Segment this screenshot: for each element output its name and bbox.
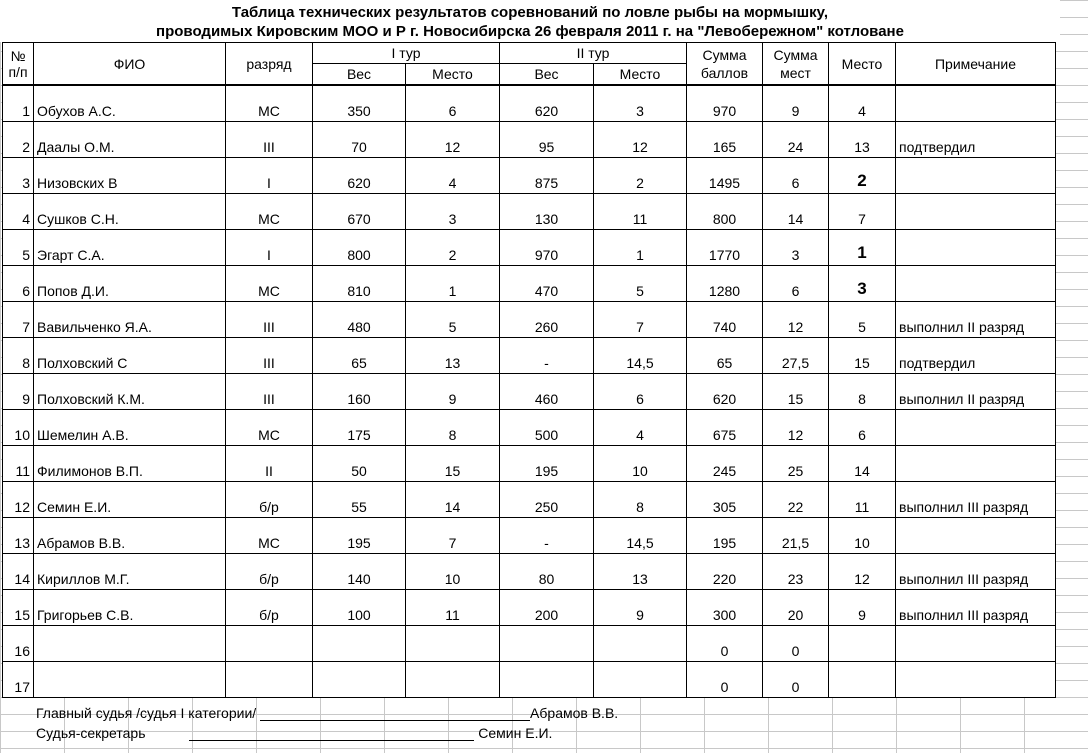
- cell-final-place: 15: [829, 338, 896, 374]
- cell-sum-points: 165: [687, 122, 763, 158]
- cell-final-place: 5: [829, 302, 896, 338]
- cell-note: выполнил III разряд: [896, 590, 1056, 626]
- cell-tour-1-place: 7: [406, 518, 500, 554]
- cell-sum-points: 1495: [687, 158, 763, 194]
- cell-tour-1-weight: 140: [313, 554, 406, 590]
- cell-tour-1-weight: 65: [313, 338, 406, 374]
- cell-tour-2-weight: 250: [500, 482, 594, 518]
- cell-tour-2-place: 8: [594, 482, 687, 518]
- cell-tour-2-place: 7: [594, 302, 687, 338]
- cell-note: [896, 410, 1056, 446]
- cell-tour-2-place: [594, 662, 687, 698]
- table-row: [3, 266, 1056, 302]
- table-row: [3, 338, 1056, 374]
- cell-tour-1-place: 1: [406, 266, 500, 302]
- cell-num: 4: [3, 194, 34, 230]
- cell-sum-points: 1770: [687, 230, 763, 266]
- cell-sum-points: 970: [687, 85, 763, 122]
- cell-sum-points: 65: [687, 338, 763, 374]
- cell-tour-2-weight: [500, 662, 594, 698]
- cell-sum-places: 12: [763, 410, 829, 446]
- cell-tour-2-weight: -: [500, 518, 594, 554]
- cell-tour-1-place: 5: [406, 302, 500, 338]
- header-rank: разряд: [226, 43, 313, 86]
- cell-tour-2-weight: 200: [500, 590, 594, 626]
- cell-sum-places: 24: [763, 122, 829, 158]
- cell-sum-points: 620: [687, 374, 763, 410]
- cell-rank: МС: [226, 194, 313, 230]
- cell-sum-points: 0: [687, 662, 763, 698]
- cell-tour-2-place: 9: [594, 590, 687, 626]
- cell-tour-2-place: 3: [594, 85, 687, 122]
- cell-rank: III: [226, 302, 313, 338]
- cell-tour-1-weight: 480: [313, 302, 406, 338]
- cell-tour-2-weight: [500, 626, 594, 662]
- cell-tour-2-place: 6: [594, 374, 687, 410]
- cell-tour-1-place: 2: [406, 230, 500, 266]
- cell-final-place: [829, 662, 896, 698]
- cell-fio: Шемелин А.В.: [34, 410, 226, 446]
- cell-tour-2-weight: 195: [500, 446, 594, 482]
- cell-rank: МС: [226, 410, 313, 446]
- cell-rank: б/р: [226, 590, 313, 626]
- cell-num: 3: [3, 158, 34, 194]
- cell-note: [896, 158, 1056, 194]
- cell-rank: III: [226, 122, 313, 158]
- cell-note: [896, 194, 1056, 230]
- cell-num: 11: [3, 446, 34, 482]
- cell-note: [896, 230, 1056, 266]
- cell-fio: Семин Е.И.: [34, 482, 226, 518]
- cell-tour-2-place: 4: [594, 410, 687, 446]
- cell-tour-2-weight: 470: [500, 266, 594, 302]
- cell-tour-1-place: 11: [406, 590, 500, 626]
- cell-num: 17: [3, 662, 34, 698]
- cell-num: 5: [3, 230, 34, 266]
- cell-num: 9: [3, 374, 34, 410]
- cell-fio: Вавильченко Я.А.: [34, 302, 226, 338]
- cell-tour-2-place: 5: [594, 266, 687, 302]
- header-fio: ФИО: [34, 43, 226, 86]
- cell-tour-1-weight: 620: [313, 158, 406, 194]
- cell-tour-2-place: 11: [594, 194, 687, 230]
- cell-sum-points: 740: [687, 302, 763, 338]
- cell-num: 15: [3, 590, 34, 626]
- table-row: [3, 158, 1056, 194]
- cell-note: [896, 626, 1056, 662]
- cell-fio: Абрамов В.В.: [34, 518, 226, 554]
- header-tour-1-place: Место: [406, 64, 500, 86]
- cell-final-place: 3: [829, 266, 896, 302]
- cell-note: [896, 518, 1056, 554]
- cell-fio: [34, 662, 226, 698]
- cell-sum-points: 220: [687, 554, 763, 590]
- cell-sum-points: 1280: [687, 266, 763, 302]
- cell-num: 6: [3, 266, 34, 302]
- cell-tour-2-place: 14,5: [594, 518, 687, 554]
- cell-tour-1-place: 10: [406, 554, 500, 590]
- table-row: [3, 626, 1056, 662]
- cell-tour-2-weight: 130: [500, 194, 594, 230]
- cell-note: выполнил III разряд: [896, 554, 1056, 590]
- table-row: [3, 230, 1056, 266]
- cell-final-place: 11: [829, 482, 896, 518]
- cell-tour-2-place: [594, 626, 687, 662]
- footer-chief-judge: [36, 705, 618, 721]
- table-row: [3, 482, 1056, 518]
- cell-num: 12: [3, 482, 34, 518]
- cell-note: подтвердил: [896, 122, 1056, 158]
- cell-sum-places: 25: [763, 446, 829, 482]
- cell-final-place: 10: [829, 518, 896, 554]
- cell-fio: Сушков С.Н.: [34, 194, 226, 230]
- cell-sum-places: 3: [763, 230, 829, 266]
- cell-final-place: 1: [829, 230, 896, 266]
- cell-tour-1-place: 14: [406, 482, 500, 518]
- cell-final-place: [829, 626, 896, 662]
- cell-rank: [226, 626, 313, 662]
- table-row: [3, 374, 1056, 410]
- cell-sum-places: 20: [763, 590, 829, 626]
- table-row: [3, 194, 1056, 230]
- cell-num: 7: [3, 302, 34, 338]
- cell-note: [896, 446, 1056, 482]
- cell-tour-2-place: 2: [594, 158, 687, 194]
- table-row: [3, 554, 1056, 590]
- cell-sum-points: 300: [687, 590, 763, 626]
- cell-sum-places: 12: [763, 302, 829, 338]
- header-sum-places: Сумма мест: [763, 43, 829, 86]
- cell-tour-2-weight: 460: [500, 374, 594, 410]
- cell-sum-places: 6: [763, 158, 829, 194]
- cell-note: [896, 266, 1056, 302]
- title-line-2: проводимых Кировским МОО и Р г. Новосибирска 26 февраля 2011 г. на "Левобережном" котловане: [0, 22, 1060, 41]
- cell-rank: [226, 662, 313, 698]
- cell-rank: МС: [226, 266, 313, 302]
- cell-final-place: 2: [829, 158, 896, 194]
- title-line-1: Таблица технических результатов соревнований по ловле рыбы на мормышку,: [0, 3, 1060, 22]
- cell-fio: Обухов А.С.: [34, 85, 226, 122]
- cell-num: 14: [3, 554, 34, 590]
- header-num: № п/п: [3, 43, 34, 86]
- cell-tour-2-weight: -: [500, 338, 594, 374]
- header-sum-points: Сумма баллов: [687, 43, 763, 86]
- cell-fio: [34, 626, 226, 662]
- cell-note: выполнил III разряд: [896, 482, 1056, 518]
- cell-tour-1-place: 9: [406, 374, 500, 410]
- cell-rank: б/р: [226, 554, 313, 590]
- header-final-place: Место: [829, 43, 896, 86]
- cell-tour-1-weight: 100: [313, 590, 406, 626]
- cell-tour-1-weight: 350: [313, 85, 406, 122]
- cell-sum-places: 27,5: [763, 338, 829, 374]
- cell-fio: Попов Д.И.: [34, 266, 226, 302]
- cell-sum-places: 22: [763, 482, 829, 518]
- chief-judge-name: Абрамов В.В.: [530, 705, 619, 721]
- cell-fio: Полховский С: [34, 338, 226, 374]
- cell-sum-points: 305: [687, 482, 763, 518]
- cell-note: выполнил II разряд: [896, 374, 1056, 410]
- cell-rank: III: [226, 374, 313, 410]
- cell-tour-1-weight: [313, 662, 406, 698]
- cell-fio: Филимонов В.П.: [34, 446, 226, 482]
- cell-num: 16: [3, 626, 34, 662]
- header-tour-1-weight: Вес: [313, 64, 406, 86]
- cell-rank: б/р: [226, 482, 313, 518]
- cell-tour-2-weight: 970: [500, 230, 594, 266]
- signature-line: [260, 706, 530, 721]
- cell-sum-places: 6: [763, 266, 829, 302]
- cell-final-place: 9: [829, 590, 896, 626]
- cell-rank: МС: [226, 518, 313, 554]
- secretary-name: Семин Е.И.: [474, 725, 553, 741]
- cell-num: 10: [3, 410, 34, 446]
- cell-tour-2-weight: 620: [500, 85, 594, 122]
- cell-rank: I: [226, 158, 313, 194]
- cell-final-place: 14: [829, 446, 896, 482]
- header-tour-1: I тур: [313, 43, 500, 64]
- cell-tour-1-weight: 160: [313, 374, 406, 410]
- cell-fio: Даалы О.М.: [34, 122, 226, 158]
- cell-tour-1-weight: 50: [313, 446, 406, 482]
- cell-note: подтвердил: [896, 338, 1056, 374]
- table-row: [3, 410, 1056, 446]
- cell-rank: I: [226, 230, 313, 266]
- cell-final-place: 4: [829, 85, 896, 122]
- cell-fio: Полховский К.М.: [34, 374, 226, 410]
- cell-tour-2-weight: 95: [500, 122, 594, 158]
- table-row: [3, 662, 1056, 698]
- cell-tour-1-place: 13: [406, 338, 500, 374]
- cell-num: 2: [3, 122, 34, 158]
- cell-final-place: 8: [829, 374, 896, 410]
- cell-tour-2-place: 13: [594, 554, 687, 590]
- table-row: [3, 518, 1056, 554]
- cell-tour-1-place: [406, 626, 500, 662]
- cell-tour-1-weight: [313, 626, 406, 662]
- cell-tour-1-weight: 670: [313, 194, 406, 230]
- cell-sum-places: 9: [763, 85, 829, 122]
- signature-line: [189, 726, 474, 741]
- cell-tour-2-place: 12: [594, 122, 687, 158]
- cell-tour-2-weight: 80: [500, 554, 594, 590]
- table-row: [3, 85, 1056, 122]
- cell-tour-2-weight: 875: [500, 158, 594, 194]
- cell-num: 1: [3, 85, 34, 122]
- cell-rank: III: [226, 338, 313, 374]
- cell-tour-1-weight: 70: [313, 122, 406, 158]
- cell-note: [896, 85, 1056, 122]
- cell-num: 8: [3, 338, 34, 374]
- cell-final-place: 12: [829, 554, 896, 590]
- header-note: Примечание: [896, 43, 1056, 86]
- cell-tour-2-weight: 500: [500, 410, 594, 446]
- results-table: [2, 42, 1056, 698]
- secretary-label: Судья-секретарь: [36, 725, 150, 741]
- chief-judge-label: Главный судья /судья I категории/: [36, 705, 261, 721]
- cell-tour-1-weight: 810: [313, 266, 406, 302]
- cell-tour-1-weight: 195: [313, 518, 406, 554]
- cell-fio: Кириллов М.Г.: [34, 554, 226, 590]
- cell-rank: МС: [226, 85, 313, 122]
- cell-note: [896, 662, 1056, 698]
- header-tour-2-weight: Вес: [500, 64, 594, 86]
- cell-tour-1-place: [406, 662, 500, 698]
- cell-tour-1-place: 12: [406, 122, 500, 158]
- header-tour-2-place: Место: [594, 64, 687, 86]
- cell-sum-places: 0: [763, 626, 829, 662]
- cell-sum-points: 800: [687, 194, 763, 230]
- header-tour-2: II тур: [500, 43, 687, 64]
- cell-tour-1-place: 15: [406, 446, 500, 482]
- cell-final-place: 6: [829, 410, 896, 446]
- table-row: [3, 122, 1056, 158]
- cell-sum-points: 195: [687, 518, 763, 554]
- cell-tour-2-place: 10: [594, 446, 687, 482]
- cell-sum-places: 23: [763, 554, 829, 590]
- cell-tour-1-place: 6: [406, 85, 500, 122]
- cell-tour-1-place: 4: [406, 158, 500, 194]
- cell-tour-2-place: 14,5: [594, 338, 687, 374]
- cell-final-place: 13: [829, 122, 896, 158]
- cell-final-place: 7: [829, 194, 896, 230]
- cell-rank: II: [226, 446, 313, 482]
- cell-note: выполнил II разряд: [896, 302, 1056, 338]
- footer-secretary: [36, 725, 552, 741]
- cell-sum-points: 0: [687, 626, 763, 662]
- cell-fio: Григорьев С.В.: [34, 590, 226, 626]
- cell-num: 13: [3, 518, 34, 554]
- cell-tour-2-place: 1: [594, 230, 687, 266]
- cell-tour-2-weight: 260: [500, 302, 594, 338]
- cell-tour-1-place: 3: [406, 194, 500, 230]
- table-row: [3, 590, 1056, 626]
- cell-fio: Низовских В: [34, 158, 226, 194]
- cell-tour-1-weight: 175: [313, 410, 406, 446]
- cell-tour-1-place: 8: [406, 410, 500, 446]
- cell-sum-places: 0: [763, 662, 829, 698]
- cell-sum-points: 675: [687, 410, 763, 446]
- cell-fio: Эгарт С.А.: [34, 230, 226, 266]
- cell-sum-places: 15: [763, 374, 829, 410]
- cell-tour-1-weight: 800: [313, 230, 406, 266]
- cell-sum-places: 21,5: [763, 518, 829, 554]
- table-row: [3, 302, 1056, 338]
- cell-sum-places: 14: [763, 194, 829, 230]
- cell-tour-1-weight: 55: [313, 482, 406, 518]
- cell-sum-points: 245: [687, 446, 763, 482]
- table-row: [3, 446, 1056, 482]
